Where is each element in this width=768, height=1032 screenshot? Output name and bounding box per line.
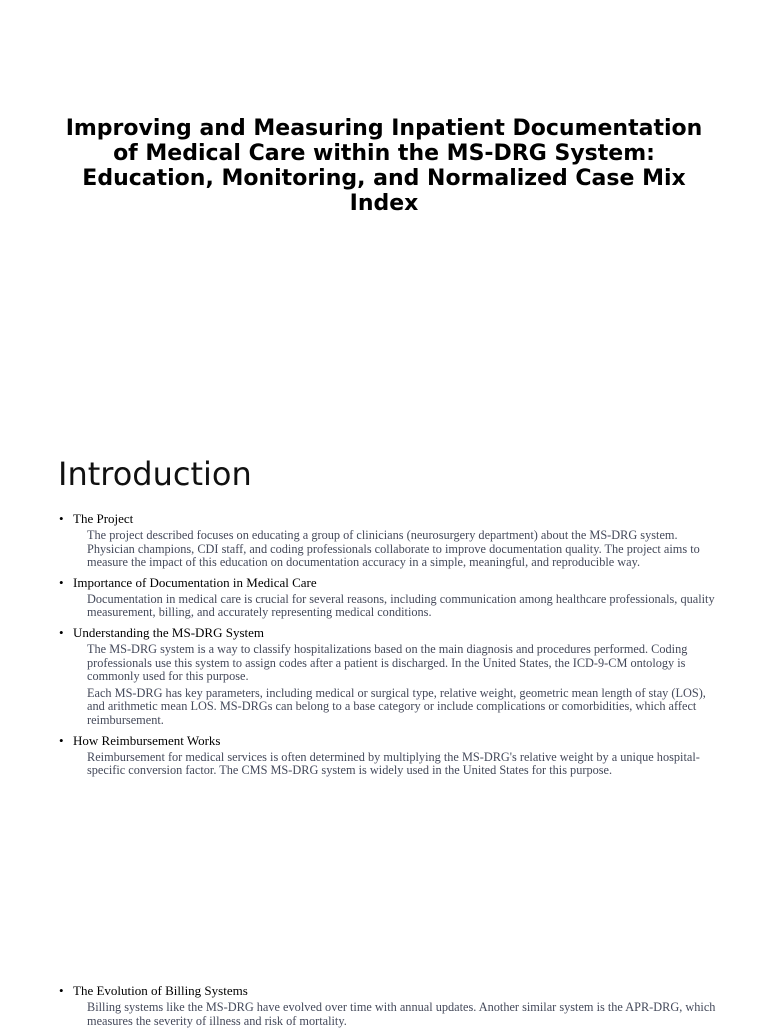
bullet-item-the-project xyxy=(58,510,718,570)
bullet-dot-icon: • xyxy=(59,624,64,640)
bullet-label: The Evolution of Billing Systems xyxy=(73,983,248,998)
section-heading-introduction: Introduction xyxy=(58,455,252,493)
bullet-paragraph: The MS-DRG system is a way to classify hospitalizations based on the main diagnosis and procedures performed. Coding professionals use this system to assign codes after a patient is discharged. In the United States, the ICD-9-CM ontology is commonly used for this purpose. xyxy=(87,641,688,684)
bullet-dot-icon: • xyxy=(59,511,64,526)
bullet-item-understanding-ms-drg xyxy=(58,624,718,728)
bullet-dot-icon: • xyxy=(59,983,64,998)
bullet-paragraph: Reimbursement for medical services is often determined by multiplying the MS-DRG's relative weight by a unique hospital-specific conversion factor. The CMS MS-DRG system is widely used in the United States for this purpose. xyxy=(87,749,700,778)
bullet-label: How Reimbursement Works xyxy=(73,732,221,748)
document-title: Improving and Measuring Inpatient Documentation of Medical Care within the MS-DRG System: Education, Monitoring, and Normalized Case Mix Index xyxy=(65,116,703,216)
bullet-dot-icon: • xyxy=(59,574,64,590)
bullet-label: The Project xyxy=(73,511,134,526)
bullet-item-how-reimbursement-works xyxy=(58,732,718,778)
bullet-label: Importance of Documentation in Medical Care xyxy=(73,574,317,590)
bullet-item-importance-of-documentation xyxy=(58,574,718,620)
bullet-paragraph: Each MS-DRG has key parameters, including medical or surgical type, relative weight, geometric mean length of stay (LOS), and arithmetic mean LOS. MS-DRGs can belong to a base category or include complications or comorbidities, which affect reimbursement. xyxy=(87,685,706,727)
bullet-paragraph: Billing systems like the MS-DRG have evolved over time with annual updates. Another similar system is the APR-DRG, which measures the severity of illness and risk of mortality. xyxy=(87,1000,716,1028)
bullet-label: Understanding the MS-DRG System xyxy=(73,624,265,640)
continued-bullet-list xyxy=(58,982,718,1032)
bullet-paragraph: The project described focuses on educating a group of clinicians (neurosurgery department) about the MS-DRG system. Physician champions, CDI staff, and coding professionals collaborate to improve documentation quality. The project aims to measure the impact of this education on documentation accuracy in a simple, meaningful, and reproducible way. xyxy=(87,528,700,570)
bullet-dot-icon: • xyxy=(59,732,64,748)
bullet-paragraph: Documentation in medical care is crucial for several reasons, including communication among healthcare professionals, quality measurement, billing, and accurately representing medical conditions. xyxy=(87,591,715,620)
introduction-bullet-list xyxy=(58,510,718,782)
bullet-item-evolution-of-billing-systems xyxy=(58,982,718,1028)
